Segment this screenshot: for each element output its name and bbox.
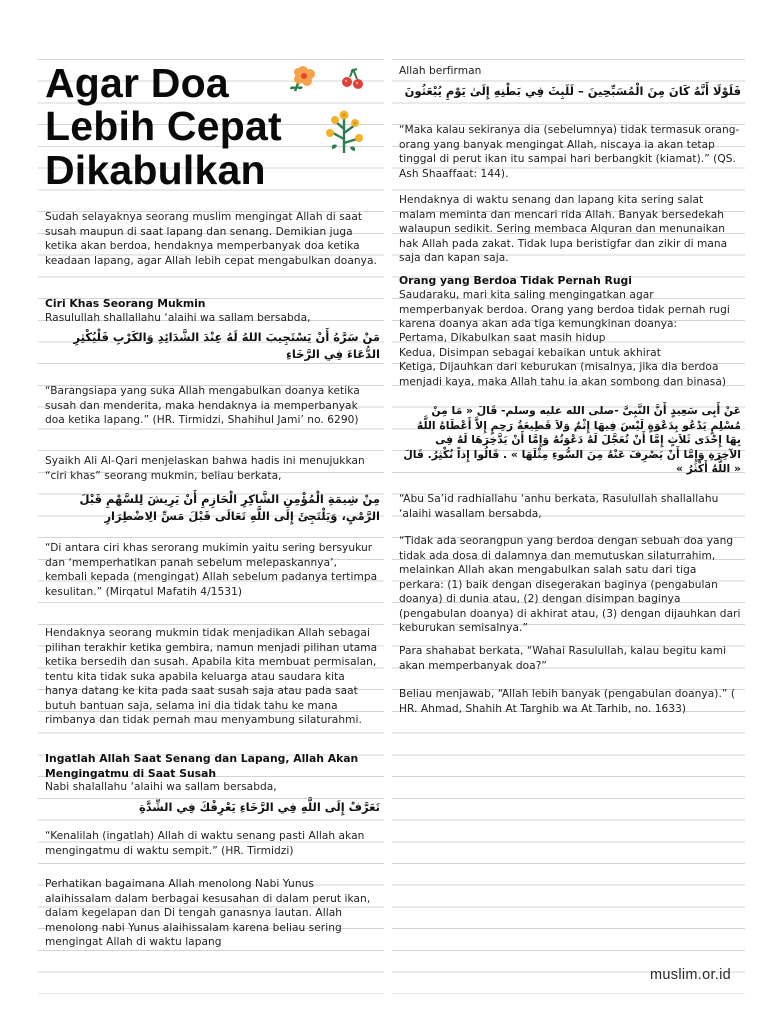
section2-arabic-hadith: تَعَرَّفْ إِلَى اللَّهِ فِي الرَّخَاءِ يَعْرِفْكَ فِي الشِّدَّةِ	[139, 800, 380, 814]
cherries-icon	[338, 67, 364, 91]
list-item: Ketiga, Dijauhkan dari keburukan (misalnya, jika dia berdoa menjadi kaya, maka Allah tahu ia akan sombong dan binasa)	[399, 361, 727, 388]
section1-arabic-quote: مِنْ شِيمَةِ الْمُؤْمِنِ الشَّاكِرِ الْحَازِمِ أَنْ يَرِيشَ لِلسَّهْمِ قَبْلَ الرَّمْيِ، وَيَلْتَجِئَ إِلَى اللَّهِ تَعَالَى قَبْلَ مَسِّ الِاضْطِرَارِ	[79, 492, 380, 523]
salat-paragraph: Hendaknya di waktu senang dan lapang kita sering salat malam meminta dan mencari rida Allah. Banyak bersedekah walaupun sedikit. Sering membaca Alquran dan menunaikan hak Allah pada zakat. Tidak lupa beristigfar dan zikir di mana saja dan kapan saja.	[399, 194, 728, 264]
section1-explanation: Syaikh Ali Al-Qari menjelaskan bahwa hadis ini menujukkan “ciri khas” seorang mukmin, beliau berkata,	[45, 455, 365, 482]
allah-berfirman-label: Allah berfirman	[399, 65, 482, 77]
source-footer: muslim.or.id	[650, 967, 731, 983]
section3-intro: Saudaraku, mari kita saling mengingatkan agar memperbanyak berdoa. Orang yang berdoa tidak pernah rugi karena doanya akan ada tiga kemungkinan doanya:	[399, 289, 730, 330]
hadith-translation: “Tidak ada seorangpun yang berdoa dengan sebuah doa yang tidak ada dosa di dalamnya dan memutuskan silaturrahim, melainkan Allah akan mengabulkan salah satu dari tiga perkara: (1) baik dengan disegerakan baginya (pengabulan doanya) di dunia atau, (2) dengan disimpan baginya (pengabulan doanya) di akhirat atau, (3) dengan dijauhkan dari keburukan semisalnya.”	[399, 535, 741, 634]
section-heading-ingatlah: Ingatlah Allah Saat Senang dan Lapang, Allah Akan Mengingatmu di Saat Susah	[45, 752, 359, 780]
section-heading-tidak-rugi: Orang yang Berdoa Tidak Pernah Rugi	[399, 274, 632, 287]
orange-flower-icon	[286, 63, 316, 95]
three-possibilities-list	[399, 331, 741, 389]
section1-paragraph: Hendaknya seorang mukmin tidak menjadikan Allah sebagai pilihan terakhir ketika gembira, namun menjadi pilihan utama ketika bersedih dan susah. Apabila kita membuat permisalan, tentu kita tidak suka apabila keluarga atau saudara kita hanya datang ke kita pada saat susah saja atau pada saat butuh bantuan saja, selama ini dia tidak tahu ke mana rimbanya dan tidak pernah mau menyambung silaturahmi.	[45, 627, 378, 726]
left-column	[38, 59, 384, 994]
quran-verse-arabic: فَلَوْلَا أَنَّهُ كَانَ مِنَ الْمُسَبِّحِينَ – لَلَبِثَ فِي بَطْنِهِ إِلَىٰ يَوْمِ يُبْعَثُونَ	[404, 84, 741, 98]
section-heading-ciri-khas: Ciri Khas Seorang Mukmin	[45, 297, 206, 310]
section2-paragraph: Perhatikan bagaimana Allah menolong Nabi Yunus alaihissalam dalam berbagai kesusahan di dalam perut ikan, dalam kegelapan dan Di tengah ganasnya lautan. Allah menolong nabi Yunus alaihissalam karena beliau sering mengingat Allah di waktu lapang	[45, 878, 371, 948]
list-item: Pertama, Dikabulkan saat masih hidup	[399, 332, 606, 344]
title-line-1: Agar Doa	[45, 60, 229, 106]
prophet-answer: Beliau menjawab, “Allah lebih banyak (pengabulan doanya).” ( HR. Ahmad, Shahih At Targhib wa At Tarhib, no. 1633)	[399, 688, 736, 715]
section1-lead: Rasulullah shallallahu ‘alaihi wa sallam bersabda,	[45, 312, 311, 324]
abu-said-attribution: “Abu Sa’id radhiallahu ‘anhu berkata, Rasulullah shallallahu ‘alaihi wasallam bersabda,	[399, 493, 719, 520]
section1-translation-2: “Di antara ciri khas serorang mukimin yaitu sering bersyukur dan ‘memperhatikan panah sebelum melepaskannya’, kembali kepada (mengingat) Allah sebelum padanya tertimpa kesulitan.” (Mirqatul Mafatih 4/1531)	[45, 542, 378, 598]
title-line-3: Dikabulkan	[45, 146, 266, 193]
abu-said-hadith-arabic: عَنْ أَبِى سَعِيدٍ أَنَّ النَّبِىَّ -صلى الله عليه وسلم- قَالَ « مَا مِنْ مُسْلِمٍ يَدْعُو بِدَعْوَةٍ لَيْسَ فِيهَا إِثْمٌ وَلاَ قَطِيعَةُ رَحِمٍ إِلاَّ أَعْطَاهُ اللَّهُ بِهَا إِحْدَى ثَلاَثٍ إِمَّا أَنْ تُعَجَّلَ لَهُ دَعْوَتُهُ وَإِمَّا أَنْ يَدَّخِرَهَا لَهُ فِى الآخِرَةِ وَإِمَّا أَنْ يَصْرِفَ عَنْهُ مِنَ السُّوءِ مِثْلَهَا » . قَالُوا إِذاً نُكْثِرُ. قَالَ « اللَّهُ أَكْثَرُ »	[403, 404, 741, 476]
list-item: Kedua, Disimpan sebagai kebaikan untuk akhirat	[399, 346, 661, 359]
companions-question: Para shahabat berkata, “Wahai Rasulullah, kalau begitu kami akan memperbanyak doa?”	[399, 645, 727, 672]
title-line-2: Lebih Cepat	[45, 103, 282, 150]
section1-arabic-hadith: مَنْ سَرَّهُ أَنْ يَسْتَجِيبَ اللهُ لَهُ عِنْدَ الشَّدَائِدِ وَالكَرْبِ فَلْيُكْثِرِ الدُّعَاءَ فِي الرَّخَاءِ	[73, 330, 380, 361]
section2-translation: “Kenalilah (ingatlah) Allah di waktu senang pasti Allah akan mengingatmu di waktu sempit.” (HR. Tirmidzi)	[45, 830, 365, 857]
intro-paragraph: Sudah selayaknya seorang muslim mengingat Allah di saat susah maupun di saat lapang dan senang. Demikian juga ketika akan berdoa, hendaknya memperbanyak doa ketika keadaan lapang, agar Allah lebih cepat mengabulkan doanya.	[45, 211, 377, 267]
section1-translation: “Barangsiapa yang suka Allah mengabulkan doanya ketika susah dan menderita, maka hendaknya ia memperbanyak doa ketika lapang.” (HR. Tirmidzi, Shahihul Jami’ no. 6290)	[45, 385, 360, 426]
right-column	[392, 59, 745, 994]
quran-verse-translation: “Maka kalau sekiranya dia (sebelumnya) tidak termasuk orang-orang yang banyak mengingat Allah, niscaya ia akan tetap tinggal di perut ikan itu sampai hari berbangkit (kiamat).” (QS. Ash Shaaffaat: 144).	[399, 124, 740, 180]
yellow-flower-sprig-icon	[323, 109, 365, 155]
section2-lead: Nabi shalallahu ‘alaihi wa sallam bersabda,	[45, 781, 277, 793]
